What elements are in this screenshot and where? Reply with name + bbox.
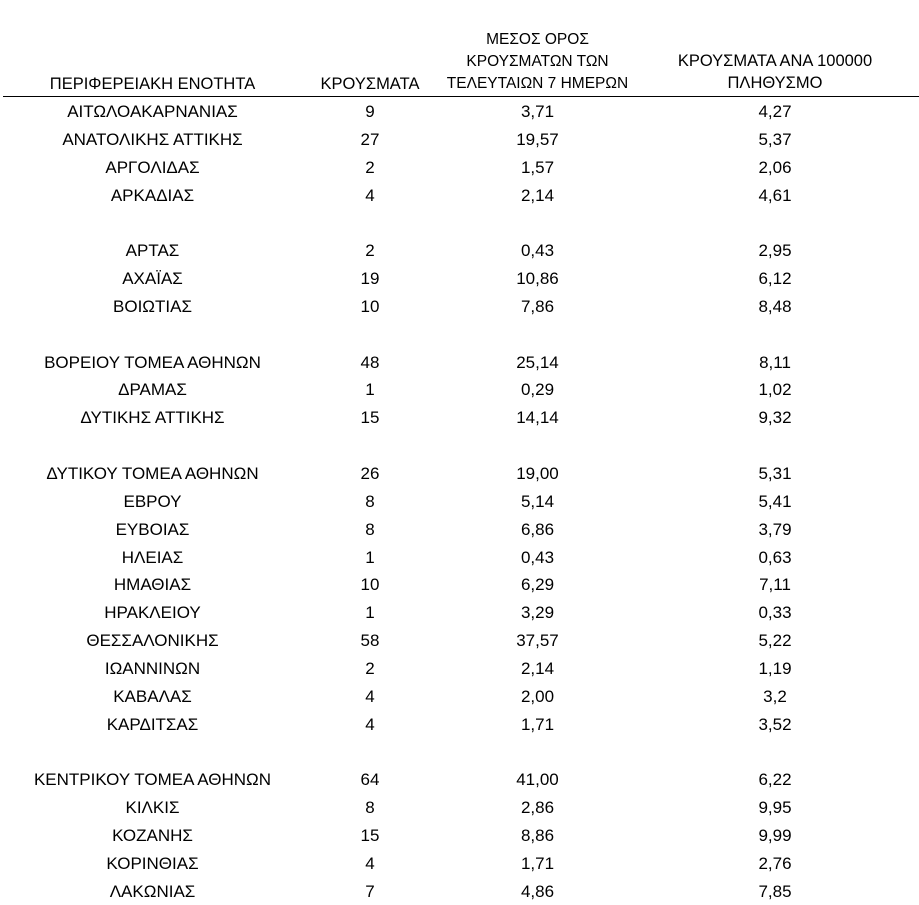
per-100k-cell: 7,85 <box>758 881 792 901</box>
region-cell: ΔΥΤΙΚΗΣ ΑΤΤΙΚΗΣ <box>80 408 225 428</box>
cases-cell: 15 <box>360 408 380 428</box>
per-100k-cell: 5,31 <box>758 463 792 483</box>
region-cell: ΛΑΚΩΝΙΑΣ <box>109 881 196 901</box>
table-row <box>0 766 919 794</box>
per-100k-cell: 2,06 <box>758 157 792 177</box>
cases-cell: 19 <box>360 269 380 289</box>
cases-cell: 4 <box>365 714 375 734</box>
table-row <box>0 544 919 572</box>
table-row <box>0 182 919 210</box>
per-100k-cell: 5,41 <box>758 491 792 511</box>
per-100k-cell: 8,48 <box>758 296 792 316</box>
header-per-100k <box>645 50 905 94</box>
cases-cell: 4 <box>365 853 375 873</box>
cases-cell: 26 <box>360 463 380 483</box>
avg-cell: 2,86 <box>520 798 555 818</box>
table-row <box>0 349 919 377</box>
avg-cell: 0,43 <box>520 547 555 567</box>
header-avg-line-2: ΚΡΟΥΣΜΑΤΩΝ ΤΩΝ <box>466 53 609 70</box>
cases-cell: 64 <box>360 770 380 790</box>
region-cell: ΚΙΛΚΙΣ <box>125 798 180 818</box>
cases-cell: 7 <box>365 881 375 901</box>
per-100k-cell: 5,37 <box>758 129 792 149</box>
avg-cell: 19,57 <box>516 129 559 149</box>
avg-cell: 6,29 <box>520 575 555 595</box>
per-100k-cell: 0,33 <box>758 603 792 623</box>
header-per-100k-line-2: ΠΛΗΘΥΣΜΟ <box>727 74 823 92</box>
cases-cell: 15 <box>360 825 380 845</box>
table-row <box>0 237 919 265</box>
table-row <box>0 850 919 878</box>
avg-cell: 2,00 <box>520 686 555 706</box>
avg-cell: 19,00 <box>516 463 559 483</box>
cases-cell: 48 <box>360 352 380 372</box>
table-row <box>0 794 919 822</box>
per-100k-cell: 2,76 <box>758 853 792 873</box>
header-cases-label: ΚΡΟΥΣΜΑΤΑ <box>320 75 420 93</box>
table-row <box>0 683 919 711</box>
table-row <box>0 599 919 627</box>
region-cell: ΗΜΑΘΙΑΣ <box>113 575 192 595</box>
table-row <box>0 571 919 599</box>
per-100k-cell: 9,32 <box>758 408 792 428</box>
region-cell: ΕΒΡΟΥ <box>123 491 182 511</box>
table-row <box>0 516 919 544</box>
per-100k-cell: 3,2 <box>763 686 787 706</box>
per-100k-cell: 1,19 <box>758 658 792 678</box>
region-cell: ΑΡΓΟΛΙΔΑΣ <box>105 157 200 177</box>
avg-cell: 1,57 <box>520 157 555 177</box>
cases-cell: 9 <box>365 102 375 121</box>
table-row <box>0 460 919 488</box>
avg-cell: 8,86 <box>520 825 555 845</box>
region-cell: ΔΥΤΙΚΟΥ ΤΟΜΕΑ ΑΘΗΝΩΝ <box>46 463 259 483</box>
per-100k-cell: 8,11 <box>759 352 791 372</box>
header-avg-line-1: ΜΕΣΟΣ ΟΡΟΣ <box>486 31 589 48</box>
region-cell: ΗΛΕΙΑΣ <box>121 547 184 567</box>
region-cell: ΑΧΑΪΑΣ <box>122 269 183 289</box>
cases-cell: 10 <box>360 296 380 316</box>
region-cell: ΑΙΤΩΛΟΑΚΑΡΝΑΝΙΑΣ <box>67 102 238 121</box>
avg-cell: 1,71 <box>520 853 555 873</box>
table-row <box>0 711 919 739</box>
table-row <box>0 404 919 432</box>
cases-cell: 2 <box>365 157 375 177</box>
avg-cell: 2,14 <box>520 658 555 678</box>
cases-cell: 4 <box>365 185 375 205</box>
per-100k-cell: 0,63 <box>758 547 792 567</box>
table-row <box>0 126 919 154</box>
avg-cell: 25,14 <box>516 352 559 372</box>
table-row <box>0 488 919 516</box>
avg-cell: 3,71 <box>520 102 555 121</box>
avg-cell: 7,86 <box>520 296 555 316</box>
cases-cell: 8 <box>365 519 375 539</box>
avg-cell: 37,57 <box>516 631 559 651</box>
avg-cell: 41,00 <box>516 770 559 790</box>
region-cell: ΙΩΑΝΝΙΝΩΝ <box>104 658 201 678</box>
per-100k-cell: 2,95 <box>758 241 792 261</box>
per-100k-cell: 3,52 <box>758 714 792 734</box>
cases-cell: 1 <box>365 547 375 567</box>
avg-cell: 3,29 <box>520 603 555 623</box>
header-region-label: ΠΕΡΙΦΕΡΕΙΑΚΗ ΕΝΟΤΗΤΑ <box>49 75 256 93</box>
avg-cell: 0,29 <box>520 380 555 400</box>
region-cell: ΒΟΡΕΙΟΥ ΤΟΜΕΑ ΑΘΗΝΩΝ <box>44 352 261 372</box>
per-100k-cell: 9,99 <box>758 825 792 845</box>
cases-cell: 1 <box>365 380 375 400</box>
region-cell: ΒΟΙΩΤΙΑΣ <box>113 296 192 316</box>
region-cell: ΚΑΡΔΙΤΣΑΣ <box>106 714 199 734</box>
cases-cell: 27 <box>360 129 380 149</box>
table-body <box>0 98 919 905</box>
per-100k-cell: 1,02 <box>758 380 792 400</box>
avg-cell: 10,86 <box>516 269 559 289</box>
avg-cell: 14,14 <box>516 408 559 428</box>
table-row <box>0 627 919 655</box>
avg-cell: 1,71 <box>520 714 555 734</box>
per-100k-cell: 3,79 <box>758 519 792 539</box>
avg-cell: 2,14 <box>520 185 555 205</box>
header-cases <box>305 73 435 95</box>
per-100k-cell: 6,12 <box>758 269 792 289</box>
per-100k-cell: 6,22 <box>758 770 792 790</box>
table-row <box>0 878 919 905</box>
region-cell: ΚΑΒΑΛΑΣ <box>113 686 192 706</box>
header-avg-7-days <box>430 29 645 95</box>
per-100k-cell: 4,27 <box>758 102 792 121</box>
table-row <box>0 293 919 321</box>
region-cell: ΗΡΑΚΛΕΙΟΥ <box>104 603 201 623</box>
cases-cell: 8 <box>365 491 375 511</box>
header-per-100k-line-1: ΚΡΟΥΣΜΑΤΑ ΑΝΑ 100000 <box>677 52 873 70</box>
cases-cell: 2 <box>365 658 375 678</box>
avg-cell: 5,14 <box>520 491 555 511</box>
avg-cell: 0,43 <box>520 241 555 261</box>
cases-cell: 10 <box>360 575 380 595</box>
cases-cell: 8 <box>365 798 375 818</box>
table-row <box>0 655 919 683</box>
region-cell: ΚΟΖΑΝΗΣ <box>112 825 193 845</box>
avg-cell: 4,86 <box>520 881 555 901</box>
region-cell: ΕΥΒΟΙΑΣ <box>115 519 190 539</box>
cases-cell: 2 <box>365 241 375 261</box>
table-row <box>0 154 919 182</box>
header-divider <box>3 96 919 97</box>
per-100k-cell: 9,95 <box>758 798 792 818</box>
region-cell: ΑΡΤΑΣ <box>125 241 180 261</box>
region-cell: ΑΡΚΑΔΙΑΣ <box>110 185 195 205</box>
cases-cell: 4 <box>365 686 375 706</box>
per-100k-cell: 5,22 <box>758 631 792 651</box>
region-cell: ΚΕΝΤΡΙΚΟΥ ΤΟΜΕΑ ΑΘΗΝΩΝ <box>33 770 272 790</box>
region-cell: ΑΝΑΤΟΛΙΚΗΣ ΑΤΤΙΚΗΣ <box>62 129 243 149</box>
table-row <box>0 98 919 126</box>
table-row <box>0 265 919 293</box>
avg-cell: 6,86 <box>520 519 555 539</box>
header-avg-line-3: ΤΕΛΕΥΤΑΙΩΝ 7 ΗΜΕΡΩΝ <box>446 75 629 92</box>
region-cell: ΔΡΑΜΑΣ <box>118 380 187 400</box>
header-region <box>20 73 285 95</box>
per-100k-cell: 4,61 <box>758 185 792 205</box>
cases-cell: 1 <box>365 603 375 623</box>
per-100k-cell: 7,11 <box>759 575 791 595</box>
table-row <box>0 822 919 850</box>
region-cell: ΚΟΡΙΝΘΙΑΣ <box>106 853 199 873</box>
region-cell: ΘΕΣΣΑΛΟΝΙΚΗΣ <box>86 631 219 651</box>
cases-cell: 58 <box>360 631 380 651</box>
table-row <box>0 376 919 404</box>
